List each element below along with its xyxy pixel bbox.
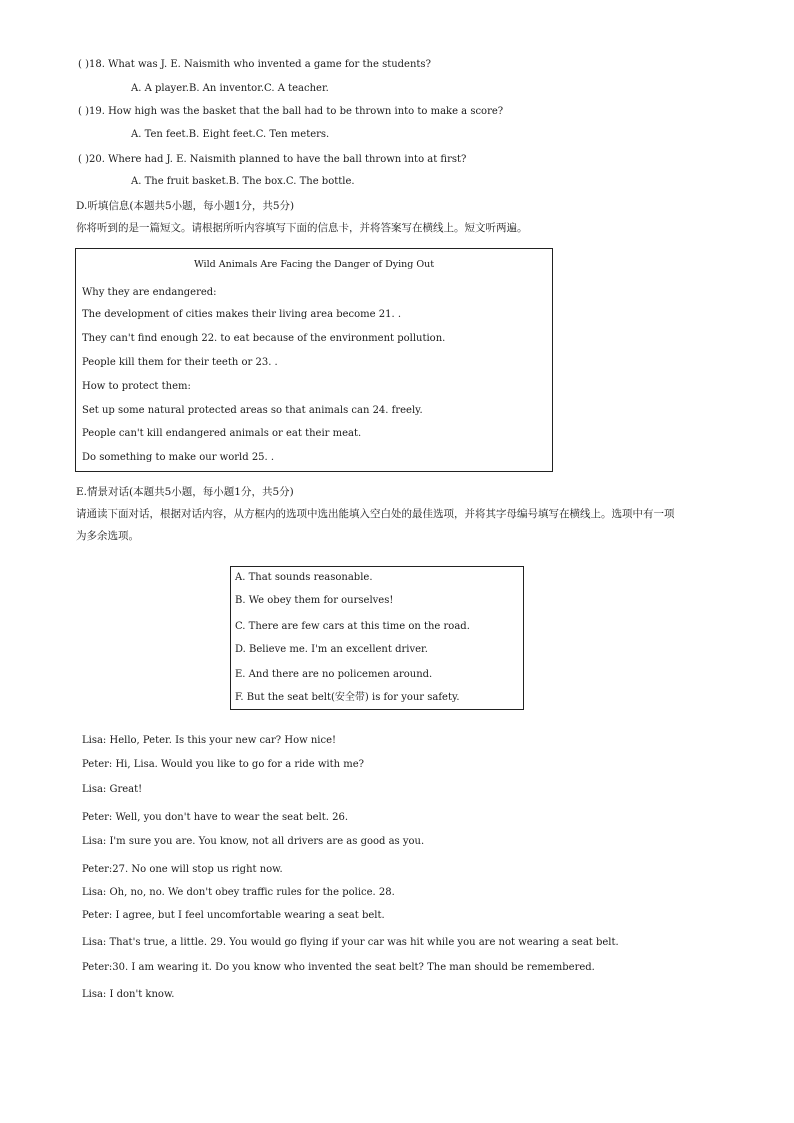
info-card-line: The development of cities makes their living area become 21. . bbox=[82, 309, 402, 320]
question-18-options: A. A player.B. An inventor.C. A teacher. bbox=[131, 83, 329, 94]
info-card-line: Do something to make our world 25. . bbox=[82, 452, 275, 463]
dialogue-line: Peter:27. No one will stop us right now. bbox=[82, 864, 283, 875]
section-e-instruction: 请通读下面对话，根据对话内容，从方框内的选项中选出能填入空白处的最佳选项，并将其字母编号填写在横线上。选项中有一项 bbox=[76, 508, 675, 520]
dialogue-line: Lisa: Great! bbox=[82, 784, 143, 795]
info-card-line: Why they are endangered: bbox=[82, 287, 217, 298]
option-b: B. We obey them for ourselves! bbox=[235, 595, 394, 606]
options-box bbox=[230, 566, 524, 710]
info-card-line: How to protect them: bbox=[82, 381, 191, 392]
dialogue-line: Peter: Hi, Lisa. Would you like to go for a ride with me? bbox=[82, 759, 364, 770]
option-d: D. Believe me. I'm an excellent driver. bbox=[235, 644, 428, 655]
question-18-stem: ( )18. What was J. E. Naismith who invented a game for the students? bbox=[78, 59, 431, 70]
dialogue-line: Lisa: Oh, no, no. We don't obey traffic rules for the police. 28. bbox=[82, 887, 395, 898]
dialogue-line: Lisa: I'm sure you are. You know, not all drivers are as good as you. bbox=[82, 836, 425, 847]
section-e-instruction-cont: 为多余选项。 bbox=[76, 530, 139, 542]
section-d-instruction: 你将听到的是一篇短文。请根据所听内容填写下面的信息卡，并将答案写在横线上。短文听两遍。 bbox=[76, 222, 528, 234]
option-f: F. But the seat belt(安全带) is for your safety. bbox=[235, 692, 460, 703]
section-e-heading: E.情景对话(本题共5小题，每小题1分，共5分) bbox=[76, 486, 294, 498]
info-card bbox=[75, 248, 553, 472]
dialogue-line: Peter:30. I am wearing it. Do you know who invented the seat belt? The man should be remembered. bbox=[82, 962, 595, 973]
info-card-line: People can't kill endangered animals or eat their meat. bbox=[82, 428, 362, 439]
info-card-title: Wild Animals Are Facing the Danger of Dying Out bbox=[193, 259, 435, 270]
dialogue-line: Lisa: I don't know. bbox=[82, 989, 175, 1000]
dialogue-line: Peter: Well, you don't have to wear the seat belt. 26. bbox=[82, 812, 349, 823]
info-card-line: People kill them for their teeth or 23. . bbox=[82, 357, 278, 368]
info-card-line: They can't find enough 22. to eat because of the environment pollution. bbox=[82, 333, 446, 344]
question-20-stem: ( )20. Where had J. E. Naismith planned to have the ball thrown into at first? bbox=[78, 154, 467, 165]
option-c: C. There are few cars at this time on the road. bbox=[235, 621, 470, 632]
dialogue-line: Peter: I agree, but I feel uncomfortable wearing a seat belt. bbox=[82, 910, 385, 921]
question-19-options: A. Ten feet.B. Eight feet.C. Ten meters. bbox=[131, 129, 330, 140]
question-20-options: A. The fruit basket.B. The box.C. The bottle. bbox=[131, 176, 355, 187]
dialogue-line: Lisa: Hello, Peter. Is this your new car? How nice! bbox=[82, 735, 336, 746]
dialogue-line: Lisa: That's true, a little. 29. You would go flying if your car was hit while you are not wearing a seat belt. bbox=[82, 937, 619, 948]
section-d-heading: D.听填信息(本题共5小题，每小题1分，共5分) bbox=[76, 200, 295, 212]
option-e: E. And there are no policemen around. bbox=[235, 669, 433, 680]
question-19-stem: ( )19. How high was the basket that the ball had to be thrown into to make a score? bbox=[78, 106, 504, 117]
info-card-line: Set up some natural protected areas so that animals can 24. freely. bbox=[82, 405, 423, 416]
option-a: A. That sounds reasonable. bbox=[235, 572, 373, 583]
